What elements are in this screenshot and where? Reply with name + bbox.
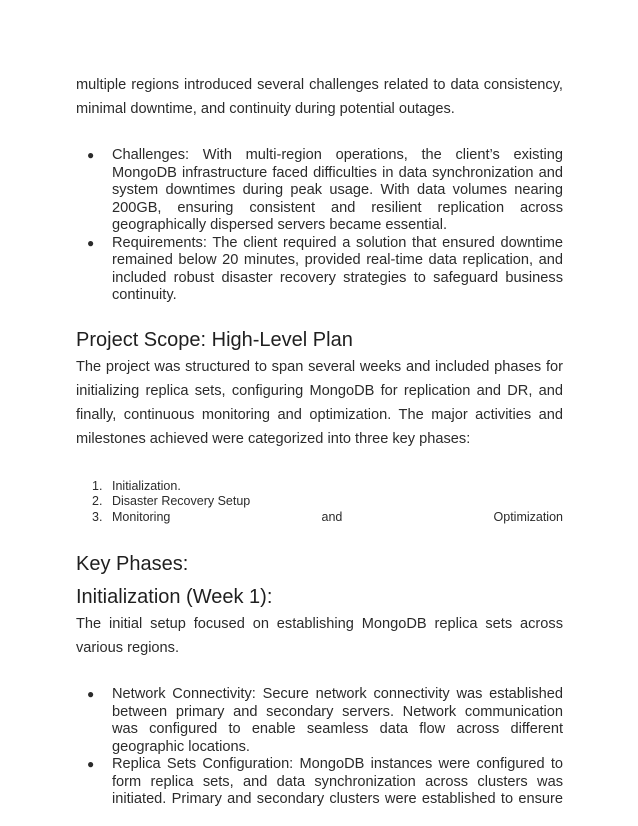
- bullet-icon: ●: [87, 757, 95, 771]
- initialization-heading: Initialization (Week 1):: [76, 586, 273, 608]
- initialization-paragraph: The initial setup focused on establishing MongoDB replica sets across various regions.: [76, 616, 563, 656]
- requirements-text: Requirements: The client required a solution that ensured downtime remained below 20 minutes, provided real-time data replication, and included robust disaster recovery strategies to safeguard business continuity.: [112, 234, 563, 303]
- key-phases-heading: Key Phases:: [76, 553, 189, 575]
- list-item: [76, 235, 563, 305]
- phase-word: and: [321, 509, 343, 524]
- list-number: 1.: [92, 478, 103, 493]
- list-number: 2.: [92, 494, 103, 508]
- list-item: [76, 494, 563, 510]
- intro-bullet-list: [76, 147, 563, 305]
- phases-list: [76, 479, 563, 526]
- phase-label: Disaster Recovery Setup: [112, 494, 251, 508]
- list-item: [76, 147, 563, 235]
- challenges-text: Challenges: With multi-region operations, the client’s existing MongoDB infrastructure faced difficulties in data synchronization and system downtimes during peak usage. With data volumes nearing 200GB, ensuring consistent and resilient replication across geographically dispersed servers became essential.: [112, 147, 563, 233]
- scope-heading: Project Scope: High-Level Plan: [76, 328, 353, 351]
- document-page: [76, 73, 563, 809]
- intro-paragraph: multiple regions introduced several challenges related to data consistency, minimal downtime, and continuity during potential outages.: [76, 77, 563, 117]
- list-item: [76, 686, 563, 756]
- bullet-icon: ●: [87, 148, 95, 162]
- bullet-icon: ●: [87, 235, 95, 250]
- scope-paragraph: The project was structured to span several weeks and included phases for initializing replica sets, configuring MongoDB for replication and DR, and finally, continuous monitoring and optimization. The major activities and milestones achieved were categorized into three key phases:: [76, 358, 563, 447]
- initialization-bullet-list: [76, 686, 563, 809]
- phase-label: Initialization.: [112, 478, 181, 493]
- list-item: [76, 479, 563, 495]
- list-item: [76, 756, 563, 809]
- phase-word: Monitoring: [112, 509, 171, 524]
- list-number: 3.: [92, 509, 103, 524]
- bullet-icon: ●: [87, 687, 95, 701]
- replica-sets-text: Replica Sets Configuration: MongoDB instances were configured to form replica sets, and data synchronization across clusters was initiated. Primary and secondary clusters were established to ensure: [112, 756, 563, 807]
- phase-word: Optimization: [493, 509, 563, 524]
- list-item: [76, 510, 563, 526]
- network-connectivity-text: Network Connectivity: Secure network connectivity was established between primary and secondary servers. Network communication was configured to enable seamless data flow across different geographic locations.: [112, 686, 563, 755]
